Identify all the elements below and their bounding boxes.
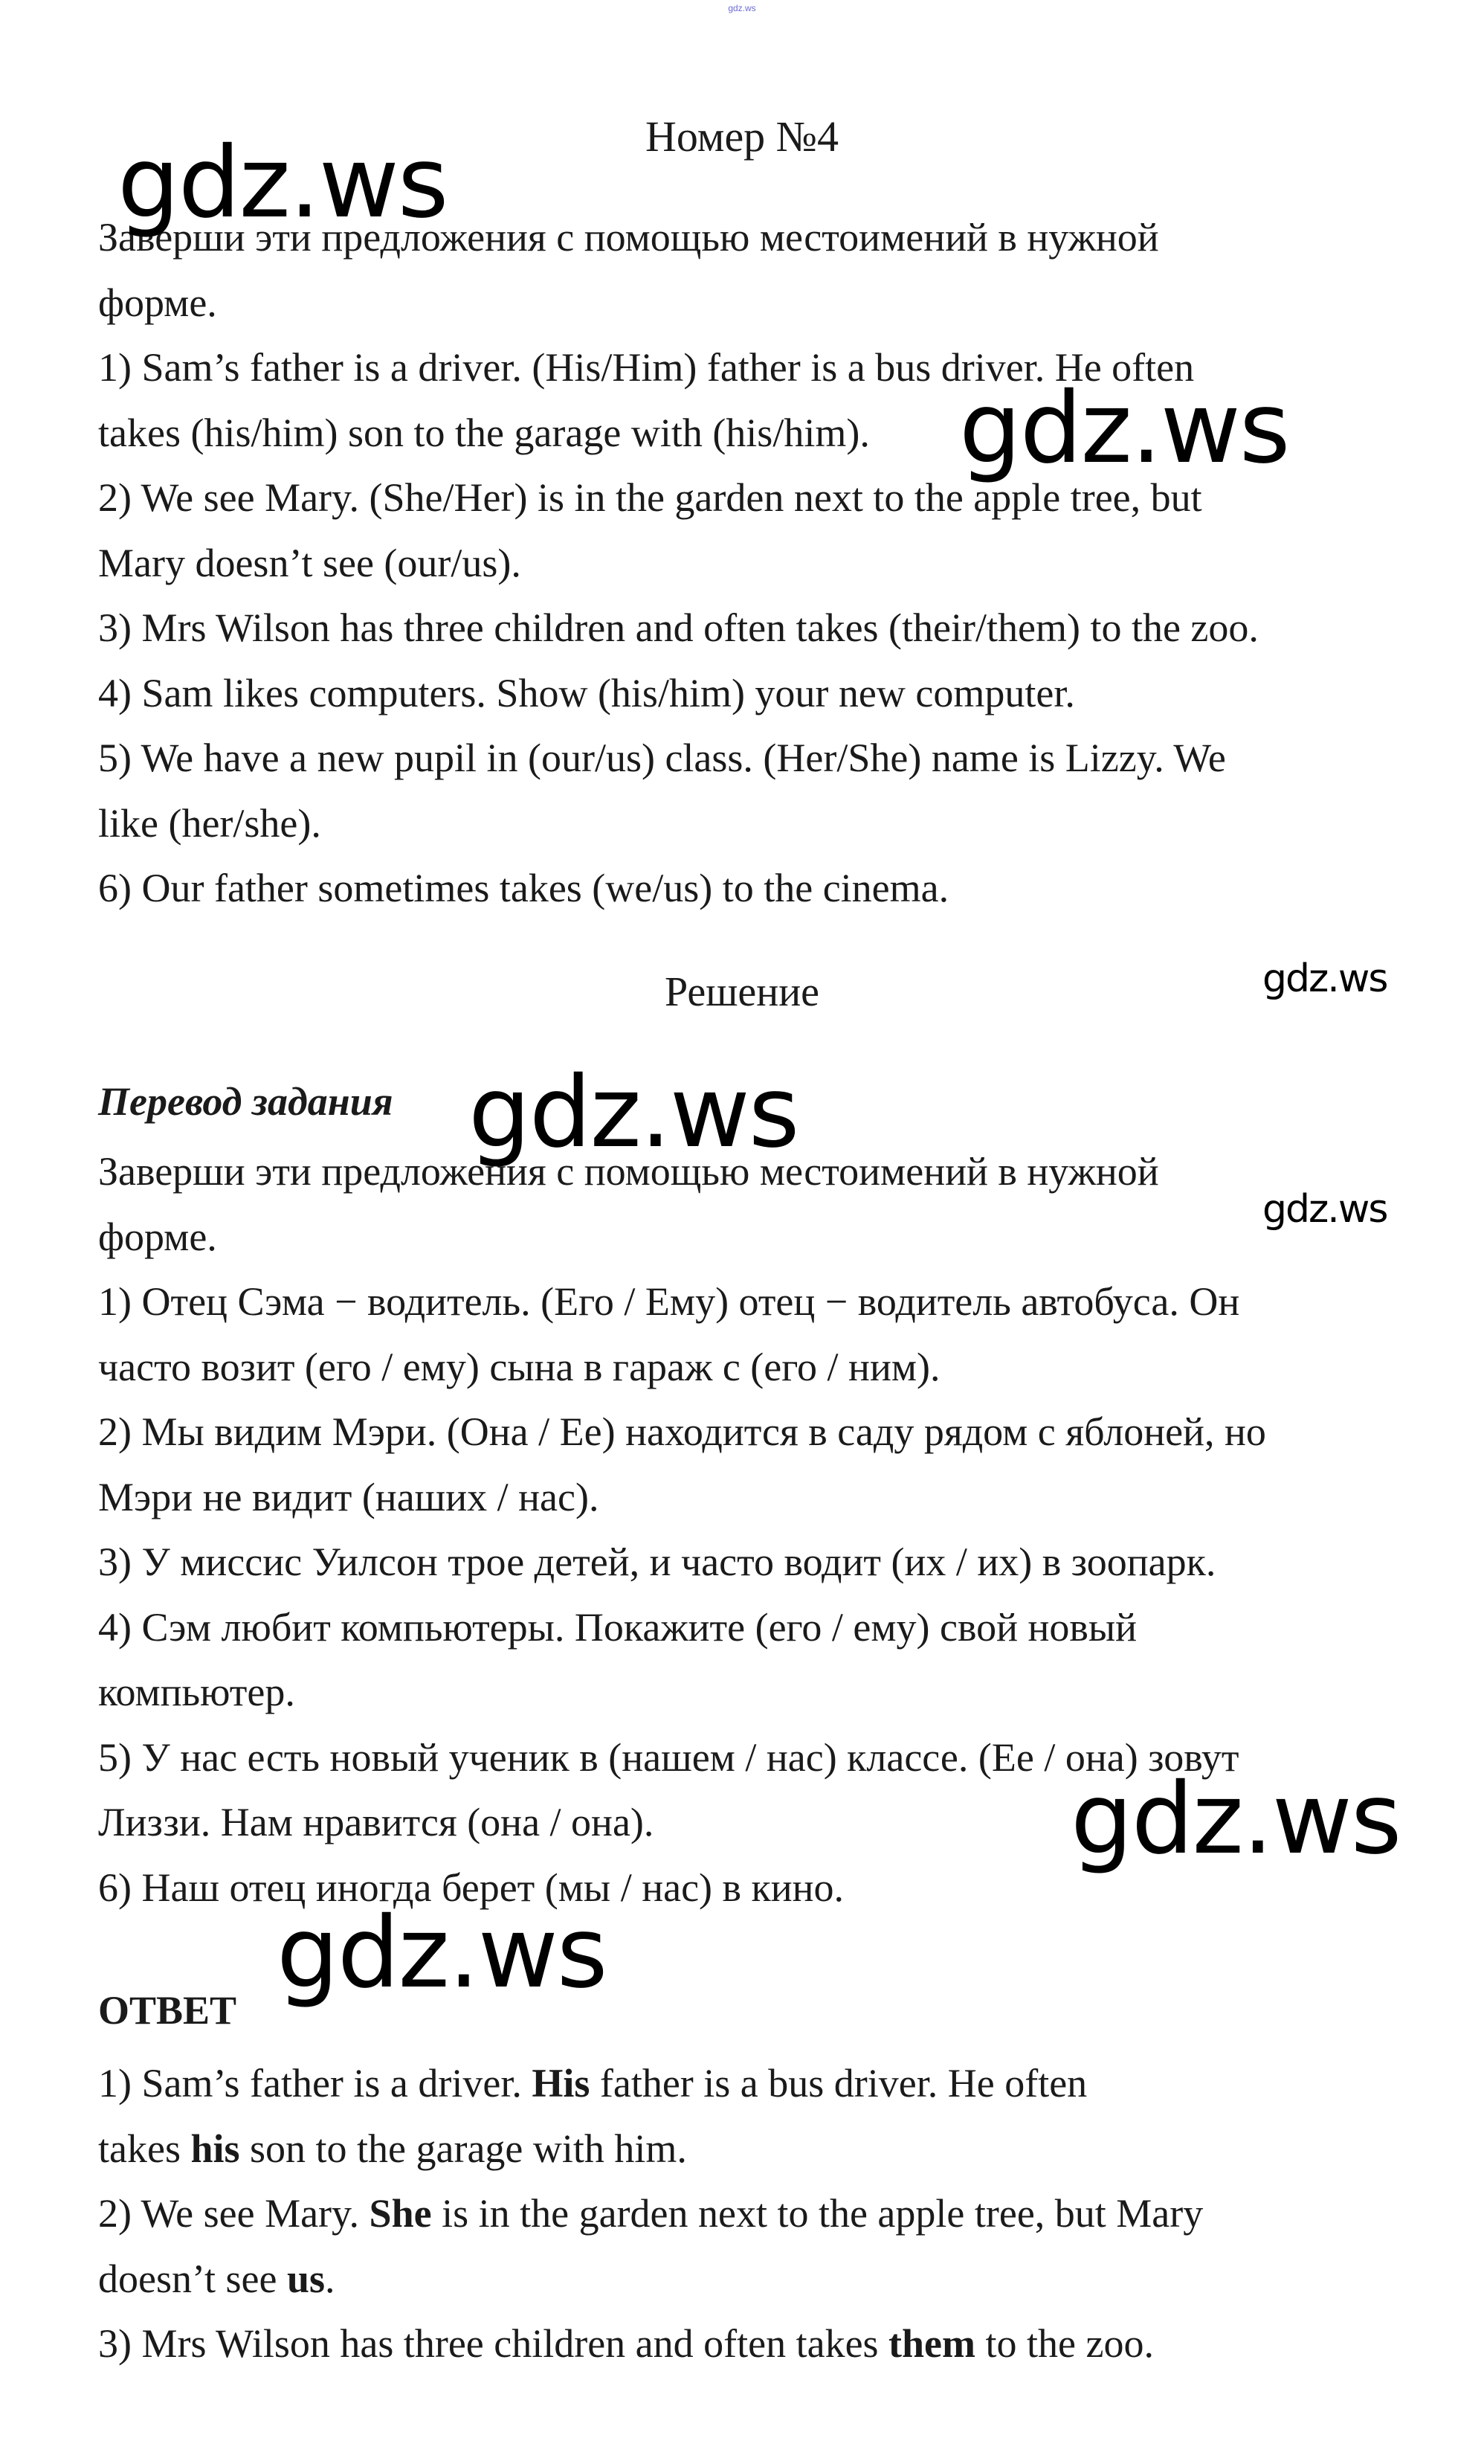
- watermark: gdz.ws: [117, 126, 448, 240]
- answer-highlight: She: [369, 2191, 432, 2236]
- answer-text: is in the garden next to the apple tree, but Mary: [431, 2191, 1204, 2236]
- answer-highlight: His: [532, 2061, 590, 2106]
- translation-line: 3) У миссис Уилсон трое детей, и часто водит (их / их) в зоопарк.: [98, 1540, 1216, 1584]
- answer-text: son to the garage with him.: [239, 2126, 687, 2171]
- answer-text: father is a bus driver. He often: [590, 2061, 1088, 2106]
- task-line: 6) Our father sometimes takes (we/us) to the cinema.: [98, 866, 949, 910]
- task-line: 2) We see Mary. (She/Her) is in the garden next to the apple tree, but: [98, 475, 1202, 520]
- translation-line: Заверши эти предложения с помощью местоимений в нужной: [98, 1149, 1159, 1194]
- task-intro-line: Заверши эти предложения с помощью местоимений в нужной: [98, 215, 1159, 260]
- watermark: gdz.ws: [1262, 1187, 1387, 1232]
- answer-text: 1) Sam’s father is a driver.: [98, 2061, 532, 2106]
- translation-line: форме.: [98, 1214, 217, 1259]
- answer-highlight: them: [888, 2321, 976, 2366]
- task-line: 1) Sam’s father is a driver. (His/Him) father is a bus driver. He often: [98, 345, 1195, 390]
- answer-line: [98, 2247, 1407, 2312]
- translation-line: 4) Сэм любит компьютеры. Покажите (его / ему) свой новый: [98, 1604, 1138, 1650]
- task-line: Mary doesn’t see (our/us).: [98, 540, 521, 585]
- task-line: 3) Mrs Wilson has three children and often takes (their/them) to the zoo.: [98, 605, 1259, 650]
- top-watermark: gdz.ws: [728, 3, 756, 13]
- answer-line: [98, 2181, 1407, 2247]
- translation-line: компьютер.: [98, 1670, 295, 1714]
- answer-text: to the zoo.: [975, 2321, 1154, 2366]
- answer-text: doesn’t see: [98, 2256, 287, 2301]
- answer-line: [98, 2312, 1407, 2377]
- watermark: gdz.ws: [1071, 1762, 1401, 1876]
- answer-heading: ОТВЕТ: [98, 1988, 237, 2033]
- translation-line: 6) Наш отец иногда берет (мы / нас) в кино.: [98, 1865, 845, 1910]
- watermark: gdz.ws: [959, 371, 1289, 486]
- answer-text: takes: [98, 2126, 191, 2171]
- watermark: gdz.ws: [1262, 956, 1387, 1001]
- task-intro-line: форме.: [98, 280, 217, 325]
- translation-line: 5) У нас есть новый ученик в (нашем / нас) классе. (Ее / она) зовут: [98, 1734, 1239, 1780]
- answer-line: [98, 2051, 1407, 2117]
- task-line: 5) We have a new pupil in (our/us) class. (Her/She) name is Lizzy. We: [98, 736, 1226, 780]
- page-title: Номер №4: [645, 112, 839, 161]
- translation-line: 2) Мы видим Мэри. (Она / Ее) находится в саду рядом с яблоней, но: [98, 1409, 1266, 1454]
- translation-heading: Перевод задания: [98, 1079, 393, 1124]
- task-line: takes (his/him) son to the garage with (his/him).: [98, 410, 870, 455]
- answer-highlight: us: [286, 2256, 325, 2301]
- translation-line: Мэри не видит (наших / нас).: [98, 1474, 599, 1519]
- answer-text: 3) Mrs Wilson has three children and often takes: [98, 2321, 889, 2366]
- translation-line: часто возит (его / ему) сына в гараж с (его / ним).: [98, 1344, 941, 1389]
- solution-title: Решение: [664, 969, 820, 1015]
- task-line: 4) Sam likes computers. Show (his/him) your new computer.: [98, 670, 1075, 715]
- task-line: like (her/she).: [98, 800, 321, 846]
- answer-text: 2) We see Mary.: [98, 2191, 370, 2236]
- task-section: [98, 205, 1407, 921]
- answer-highlight: his: [190, 2126, 240, 2171]
- watermark: gdz.ws: [468, 1055, 799, 1170]
- answer-line: [98, 2117, 1407, 2182]
- answer-section: [98, 2051, 1407, 2377]
- watermark: gdz.ws: [277, 1896, 607, 2010]
- answer-text: .: [325, 2256, 335, 2301]
- translation-line: Лиззи. Нам нравится (она / она).: [98, 1800, 654, 1844]
- translation-line: 1) Отец Сэма − водитель. (Его / Ему) отец − водитель автобуса. Он: [98, 1279, 1240, 1324]
